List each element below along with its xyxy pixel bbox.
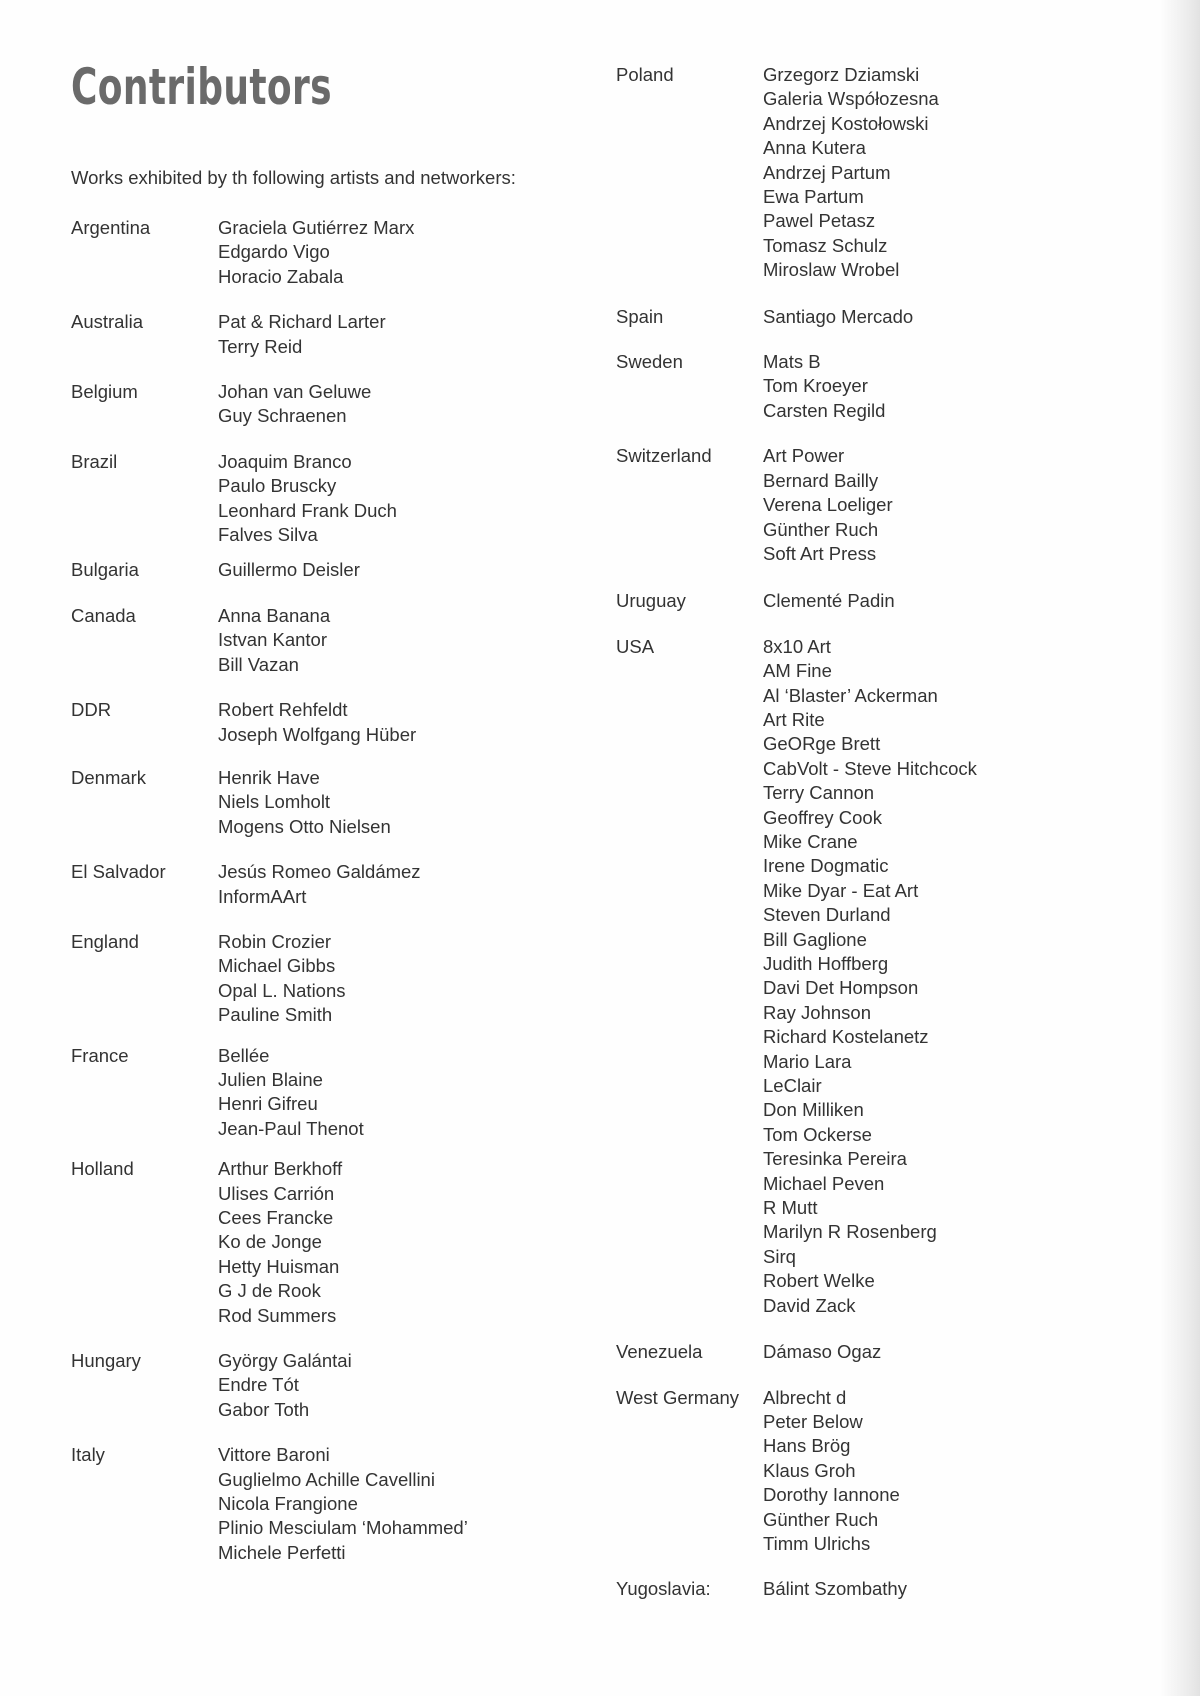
- artist-name: Graciela Gutiérrez Marx: [218, 217, 415, 238]
- artist-name: Davi Det Hompson: [763, 977, 919, 999]
- artist-name: CabVolt - Steve Hitchcock: [763, 757, 977, 779]
- artist-name: Bill Gaglione: [763, 928, 867, 950]
- country-label: Canada: [71, 604, 136, 626]
- artist-name: Verena Loeliger: [763, 494, 893, 516]
- artist-name: Richard Kostelanetz: [763, 1026, 929, 1048]
- artist-name: Günther Ruch: [763, 1508, 879, 1530]
- artist-name: Ko de Jonge: [218, 1231, 322, 1253]
- artist-name: Michele Perfetti: [218, 1541, 346, 1563]
- country-group: [616, 1340, 977, 1364]
- artist-name: Steven Durland: [763, 904, 891, 926]
- artist-name: Mogens Otto Nielsen: [218, 815, 391, 837]
- country-label: Venezuela: [616, 1341, 703, 1363]
- artist-name: Michael Gibbs: [218, 955, 336, 977]
- artist-name: Mario Lara: [763, 1050, 852, 1072]
- country-group: [71, 1349, 468, 1422]
- artist-name: Vittore Baroni: [218, 1444, 330, 1466]
- artist-name: Istvan Kantor: [218, 629, 328, 651]
- artist-name: Robert Rehfeldt: [218, 699, 348, 721]
- artist-name: Judith Hoffberg: [763, 953, 889, 974]
- artist-name: Bálint Szombathy: [763, 1578, 907, 1600]
- artist-list: [218, 698, 468, 747]
- country-label: Holland: [71, 1158, 134, 1180]
- artist-name: Ewa Partum: [763, 186, 864, 208]
- country-group: [71, 558, 468, 582]
- artist-name: Bill Vazan: [218, 653, 299, 675]
- artist-name: Albrecht d: [763, 1386, 847, 1408]
- artist-name: Julien Blaine: [218, 1068, 323, 1090]
- country-group: [71, 310, 468, 359]
- country-group: [71, 380, 468, 429]
- artist-name: Pauline Smith: [218, 1004, 333, 1026]
- artist-name: Rod Summers: [218, 1304, 337, 1326]
- intro-text: Works exhibited by th following artists and networkers:: [71, 167, 516, 188]
- country-label: Hungary: [71, 1350, 141, 1372]
- country-label: DDR: [71, 699, 112, 721]
- left-column: [71, 216, 468, 1565]
- artist-name: R Mutt: [763, 1197, 818, 1219]
- artist-name: Günther Ruch: [763, 518, 879, 540]
- artist-list: [763, 350, 977, 423]
- artist-list: [218, 1044, 468, 1142]
- artist-name: Soft Art Press: [763, 542, 877, 564]
- artist-name: Joseph Wolfgang Hüber: [218, 723, 417, 745]
- artist-name: 8x10 Art: [763, 635, 831, 657]
- artist-list: [763, 1340, 977, 1364]
- country-label: Argentina: [71, 217, 151, 238]
- artist-list: [218, 930, 468, 1028]
- artist-name: Terry Cannon: [763, 782, 875, 804]
- country-group: [616, 350, 977, 423]
- artist-list: [218, 860, 468, 909]
- country-group: [71, 450, 468, 548]
- artist-name: Robert Welke: [763, 1270, 875, 1292]
- country-group: [616, 444, 977, 566]
- artist-name: Hans Brög: [763, 1435, 851, 1457]
- artist-name: Mats B: [763, 351, 821, 373]
- artist-name: Tom Kroeyer: [763, 375, 868, 397]
- artist-name: Don Milliken: [763, 1099, 864, 1121]
- artist-name: Henrik Have: [218, 766, 320, 788]
- artist-name: Nicola Frangione: [218, 1493, 358, 1515]
- artist-name: Teresinka Pereira: [763, 1148, 907, 1170]
- artist-name: György Galántai: [218, 1350, 352, 1372]
- artist-list: [218, 604, 468, 677]
- country-label: Poland: [616, 64, 674, 85]
- artist-name: Art Power: [763, 445, 845, 467]
- country-label: England: [71, 930, 139, 952]
- country-group: [616, 1577, 977, 1601]
- artist-name: Terry Reid: [218, 335, 303, 357]
- artist-list: [763, 589, 977, 613]
- country-group: [71, 604, 468, 677]
- artist-name: Bellée: [218, 1044, 270, 1066]
- artist-name: Timm Ulrichs: [763, 1532, 871, 1554]
- country-group: [71, 1157, 468, 1328]
- artist-name: Andrzej Partum: [763, 161, 891, 183]
- artist-name: Clementé Padin: [763, 590, 895, 612]
- country-label: Sweden: [616, 351, 683, 373]
- country-group: [71, 698, 468, 747]
- artist-name: Mike Crane: [763, 830, 858, 852]
- artist-name: Joaquim Branco: [218, 450, 352, 472]
- artist-name: Al ‘Blaster’ Ackerman: [763, 684, 938, 706]
- artist-name: Klaus Groh: [763, 1459, 856, 1481]
- artist-list: [218, 558, 468, 582]
- artist-name: Horacio Zabala: [218, 265, 344, 287]
- artist-name: Plinio Mesciulam ‘Mohammed’: [218, 1517, 468, 1539]
- artist-list: [218, 1443, 468, 1565]
- artist-name: Dámaso Ogaz: [763, 1341, 882, 1363]
- artist-name: Art Rite: [763, 708, 825, 730]
- artist-name: AM Fine: [763, 660, 832, 682]
- artist-name: LeClair: [763, 1075, 822, 1097]
- artist-name: InformAArt: [218, 885, 307, 907]
- artist-name: Anna Kutera: [763, 137, 866, 159]
- artist-name: Falves Silva: [218, 524, 318, 546]
- artist-name: Pat & Richard Larter: [218, 311, 386, 333]
- artist-name: Galeria Współozesna: [763, 88, 939, 110]
- artist-name: Johan van Geluwe: [218, 381, 372, 403]
- country-label: Brazil: [71, 450, 118, 472]
- artist-name: Hetty Huisman: [218, 1255, 340, 1277]
- artist-name: Jean-Paul Thenot: [218, 1117, 364, 1139]
- artist-name: Jesús Romeo Galdámez: [218, 861, 421, 883]
- artist-list: [763, 444, 977, 566]
- country-group: [616, 589, 977, 613]
- country-label: Yugoslavia:: [616, 1578, 711, 1600]
- artist-name: David Zack: [763, 1294, 856, 1316]
- artist-name: Robin Crozier: [218, 930, 332, 952]
- artist-name: Andrzej Kostołowski: [763, 112, 929, 134]
- artist-name: Niels Lomholt: [218, 791, 331, 813]
- country-label: Denmark: [71, 766, 147, 788]
- artist-name: Edgardo Vigo: [218, 241, 330, 263]
- artist-list: [218, 380, 468, 429]
- page-edge-shadow: [1160, 0, 1200, 1696]
- country-label: Switzerland: [616, 445, 712, 467]
- artist-name: Grzegorz Dziamski: [763, 64, 920, 85]
- artist-name: Tomasz Schulz: [763, 234, 888, 256]
- artist-name: Michael Peven: [763, 1172, 885, 1194]
- artist-name: GeORge Brett: [763, 733, 881, 755]
- artist-list: [218, 766, 468, 839]
- artist-name: Henri Gifreu: [218, 1093, 318, 1115]
- artist-list: [218, 1157, 468, 1328]
- artist-name: Guglielmo Achille Cavellini: [218, 1468, 435, 1490]
- artist-name: Opal L. Nations: [218, 979, 346, 1001]
- artist-name: Endre Tót: [218, 1374, 299, 1396]
- artist-name: Gabor Toth: [218, 1398, 310, 1420]
- artist-name: Marilyn R Rosenberg: [763, 1221, 937, 1243]
- artist-name: Ulises Carrión: [218, 1182, 335, 1204]
- artist-list: [763, 63, 977, 283]
- artist-name: Dorothy Iannone: [763, 1484, 900, 1506]
- artist-name: Tom Ockerse: [763, 1123, 872, 1145]
- country-label: Belgium: [71, 381, 138, 403]
- artist-name: Mike Dyar - Eat Art: [763, 879, 919, 901]
- artist-list: [763, 1386, 977, 1557]
- artist-name: Geoffrey Cook: [763, 806, 882, 828]
- artist-name: Sirq: [763, 1245, 796, 1267]
- artist-name: Pawel Petasz: [763, 210, 876, 232]
- artist-name: Guy Schraenen: [218, 405, 347, 427]
- artist-name: Anna Banana: [218, 604, 331, 626]
- artist-name: Carsten Regild: [763, 399, 886, 421]
- country-group: [71, 216, 468, 289]
- artist-name: Santiago Mercado: [763, 305, 914, 327]
- country-group: [616, 63, 977, 283]
- country-label: El Salvador: [71, 861, 166, 883]
- page-title: Contributors: [71, 58, 332, 116]
- country-label: West Germany: [616, 1386, 740, 1408]
- country-label: USA: [616, 635, 655, 657]
- artist-name: Leonhard Frank Duch: [218, 499, 397, 521]
- artist-list: [763, 1577, 977, 1601]
- country-group: [71, 860, 468, 909]
- country-group: [71, 766, 468, 839]
- artist-name: Guillermo Deisler: [218, 559, 360, 581]
- artist-list: [763, 305, 977, 329]
- artist-name: G J de Rook: [218, 1280, 321, 1302]
- artist-name: Paulo Bruscky: [218, 475, 337, 497]
- country-label: Italy: [71, 1444, 105, 1466]
- country-group: [616, 635, 977, 1318]
- country-label: Bulgaria: [71, 559, 139, 581]
- artist-list: [218, 216, 468, 289]
- artist-name: Bernard Bailly: [763, 469, 879, 491]
- artist-list: [218, 1349, 468, 1422]
- country-group: [71, 1044, 468, 1142]
- country-label: France: [71, 1044, 129, 1066]
- artist-list: [218, 310, 468, 359]
- artist-name: Ray Johnson: [763, 1001, 871, 1023]
- country-group: [616, 305, 977, 329]
- country-group: [616, 1386, 977, 1557]
- artist-list: [763, 635, 977, 1318]
- country-group: [71, 930, 468, 1028]
- country-label: Spain: [616, 305, 664, 327]
- country-label: Uruguay: [616, 590, 686, 612]
- artist-list: [218, 450, 468, 548]
- artist-name: Irene Dogmatic: [763, 855, 889, 877]
- country-label: Australia: [71, 311, 143, 333]
- artist-name: Arthur Berkhoff: [218, 1158, 343, 1180]
- right-column: [616, 63, 977, 1602]
- artist-name: Miroslaw Wrobel: [763, 259, 900, 281]
- artist-name: Peter Below: [763, 1410, 863, 1432]
- artist-name: Cees Francke: [218, 1207, 334, 1228]
- country-group: [71, 1443, 468, 1565]
